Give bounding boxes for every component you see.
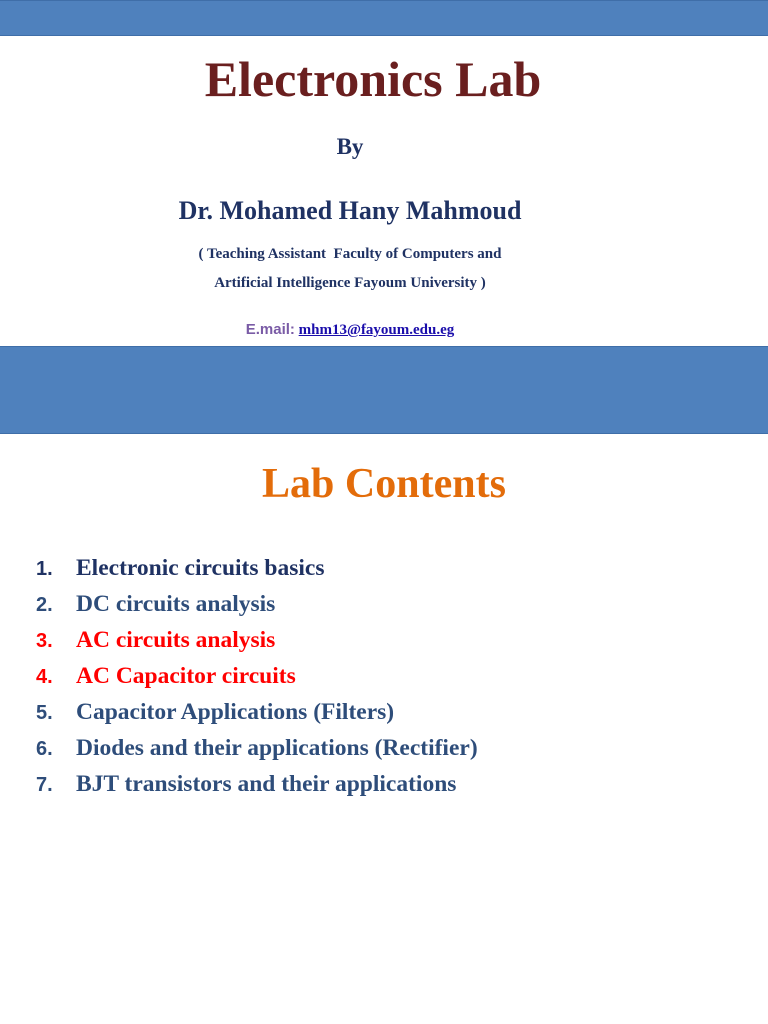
author-name: Dr. Mohamed Hany Mahmoud [178, 196, 522, 225]
affiliation-line-1: ( Teaching Assistant Faculty of Computers and [198, 246, 502, 262]
item-text: DC circuits analysis [76, 591, 276, 617]
item-number: 1. [36, 558, 53, 580]
item-number: 2. [36, 594, 53, 616]
email-row [0, 321, 700, 339]
list-item [36, 586, 736, 622]
list-item [36, 766, 736, 802]
page-title: Electronics Lab [204, 51, 542, 107]
top-banner [0, 0, 768, 36]
item-number: 7. [36, 774, 53, 796]
item-number: 6. [36, 738, 53, 760]
item-number: 4. [36, 666, 53, 688]
contents-heading: Lab Contents [262, 461, 506, 507]
list-item [36, 694, 736, 730]
item-text: AC Capacitor circuits [76, 663, 296, 689]
item-number: 3. [36, 630, 53, 652]
contents-list [36, 550, 736, 802]
item-text: Capacitor Applications (Filters) [76, 699, 395, 725]
item-text: Electronic circuits basics [76, 555, 325, 581]
item-text: Diodes and their applications (Rectifier) [76, 735, 478, 761]
list-item [36, 550, 736, 586]
list-item [36, 622, 736, 658]
list-item [36, 730, 736, 766]
affiliation-line-2: Artificial Intelligence Fayoum University ) [214, 275, 486, 291]
email-link[interactable]: mhm13@fayoum.edu.eg [298, 322, 455, 338]
middle-banner [0, 346, 768, 434]
item-text: BJT transistors and their applications [76, 771, 457, 797]
list-item [36, 658, 736, 694]
item-number: 5. [36, 702, 53, 724]
item-text: AC circuits analysis [76, 627, 276, 653]
email-label: E.mail: [245, 321, 295, 338]
by-label: By [336, 134, 364, 159]
